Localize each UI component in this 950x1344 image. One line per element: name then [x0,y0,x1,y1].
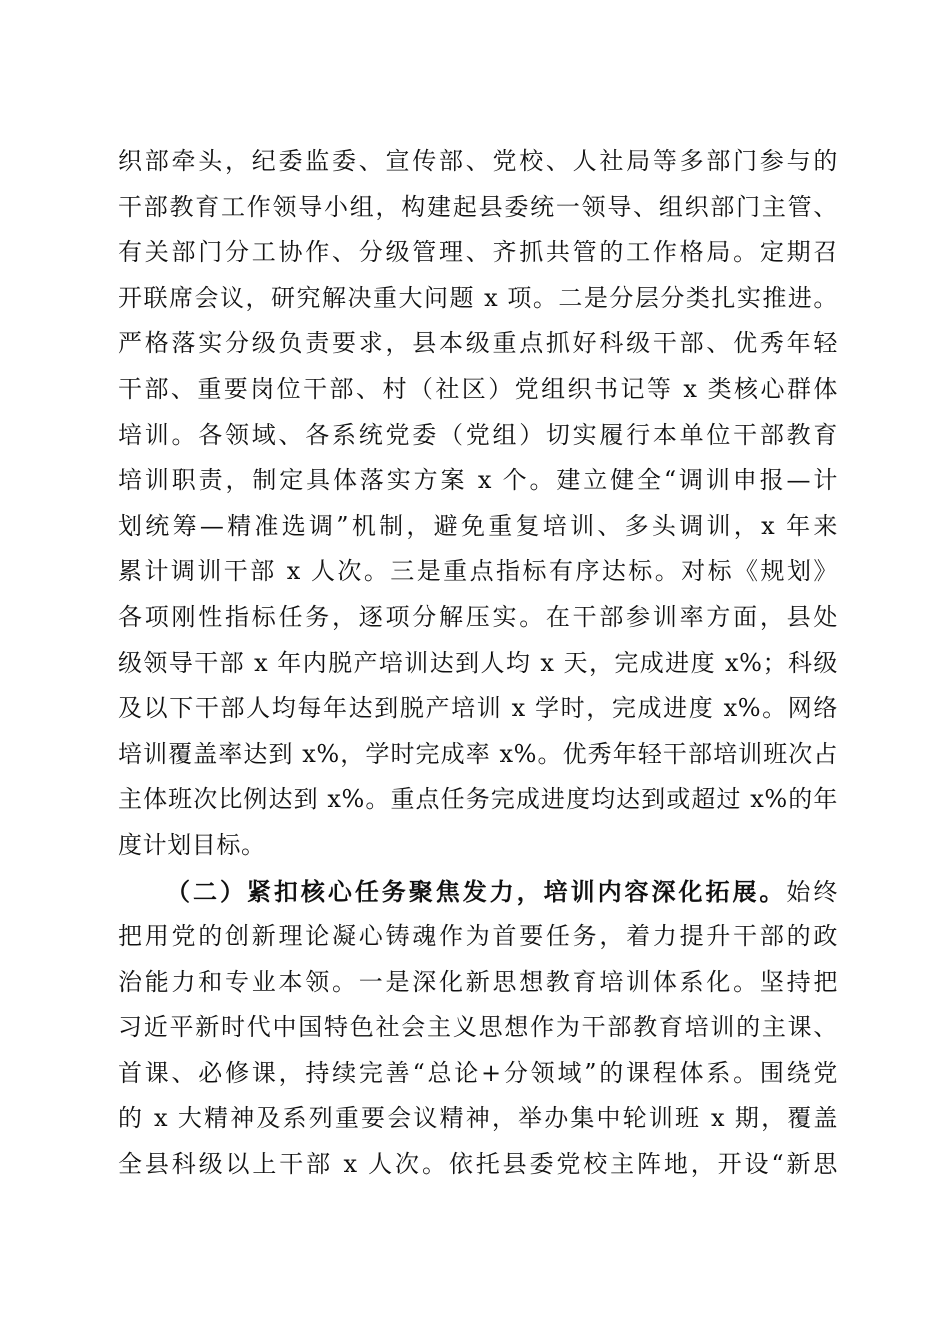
paragraph-2 [118,914,838,1188]
text-line: 级领导干部 x 年内脱产培训达到人均 x 天，完成进度 x%；科级 [118,648,838,677]
text-line: 把用党的创新理论凝心铸魂作为首要任务，着力提升干部的政 [118,922,838,951]
text-line: 的 x 大精神及系列重要会议精神，举办集中轮训班 x 期，覆盖 [118,1104,838,1133]
text-line: 主体班次比例达到 x%。重点任务完成进度均达到或超过 x%的年 [118,785,838,814]
text-line: 各项刚性指标任务，逐项分解压实。在干部参训率方面，县处 [118,602,838,631]
paragraph-1 [118,139,838,869]
text-line: 培训职责，制定具体落实方案 x 个。建立健全“调训申报—计 [118,466,838,495]
text-line: 开联席会议，研究解决重大问题 x 项。二是分层分类扎实推进。 [118,283,838,312]
text-line: 培训覆盖率达到 x%，学时完成率 x%。优秀年轻干部培训班次占 [118,739,838,768]
section-heading-line [118,869,838,915]
section-heading: （二）紧扣核心任务聚焦发力，培训内容深化拓展。 [166,876,787,906]
text-line: 严格落实分级负责要求，县本级重点抓好科级干部、优秀年轻 [118,329,838,358]
text-line: 干部教育工作领导小组，构建起县委统一领导、组织部门主管、 [118,192,838,221]
text-line: 治能力和专业本领。一是深化新思想教育培训体系化。坚持把 [118,967,838,996]
text-line: 有关部门分工协作、分级管理、齐抓共管的工作格局。定期召 [118,238,838,267]
text-line: 织部牵头，纪委监委、宣传部、党校、人社局等多部门参与的 [118,147,838,175]
text-line: 首课、必修课，持续完善“总论+分领域”的课程体系。围绕党 [118,1058,838,1087]
text-line: 培训。各领域、各系统党委（党组）切实履行本单位干部教育 [118,420,838,449]
section-heading-tail: 始终 [786,877,838,906]
text-line: 度计划目标。 [118,830,266,859]
body-text [118,139,838,1188]
text-line: 全县科级以上干部 x 人次。依托县委党校主阵地，开设“新思 [118,1150,838,1179]
text-line: 累计调训干部 x 人次。三是重点指标有序达标。对标《规划》 [118,557,838,586]
text-line: 划统筹—精准选调”机制，避免重复培训、多头调训，x 年来 [118,511,838,540]
text-line: 习近平新时代中国特色社会主义思想作为干部教育培训的主课、 [118,1013,838,1042]
text-line: 及以下干部人均每年达到脱产培训 x 学时，完成进度 x%。网络 [118,694,838,723]
text-line: 干部、重要岗位干部、村（社区）党组织书记等 x 类核心群体 [118,374,838,403]
